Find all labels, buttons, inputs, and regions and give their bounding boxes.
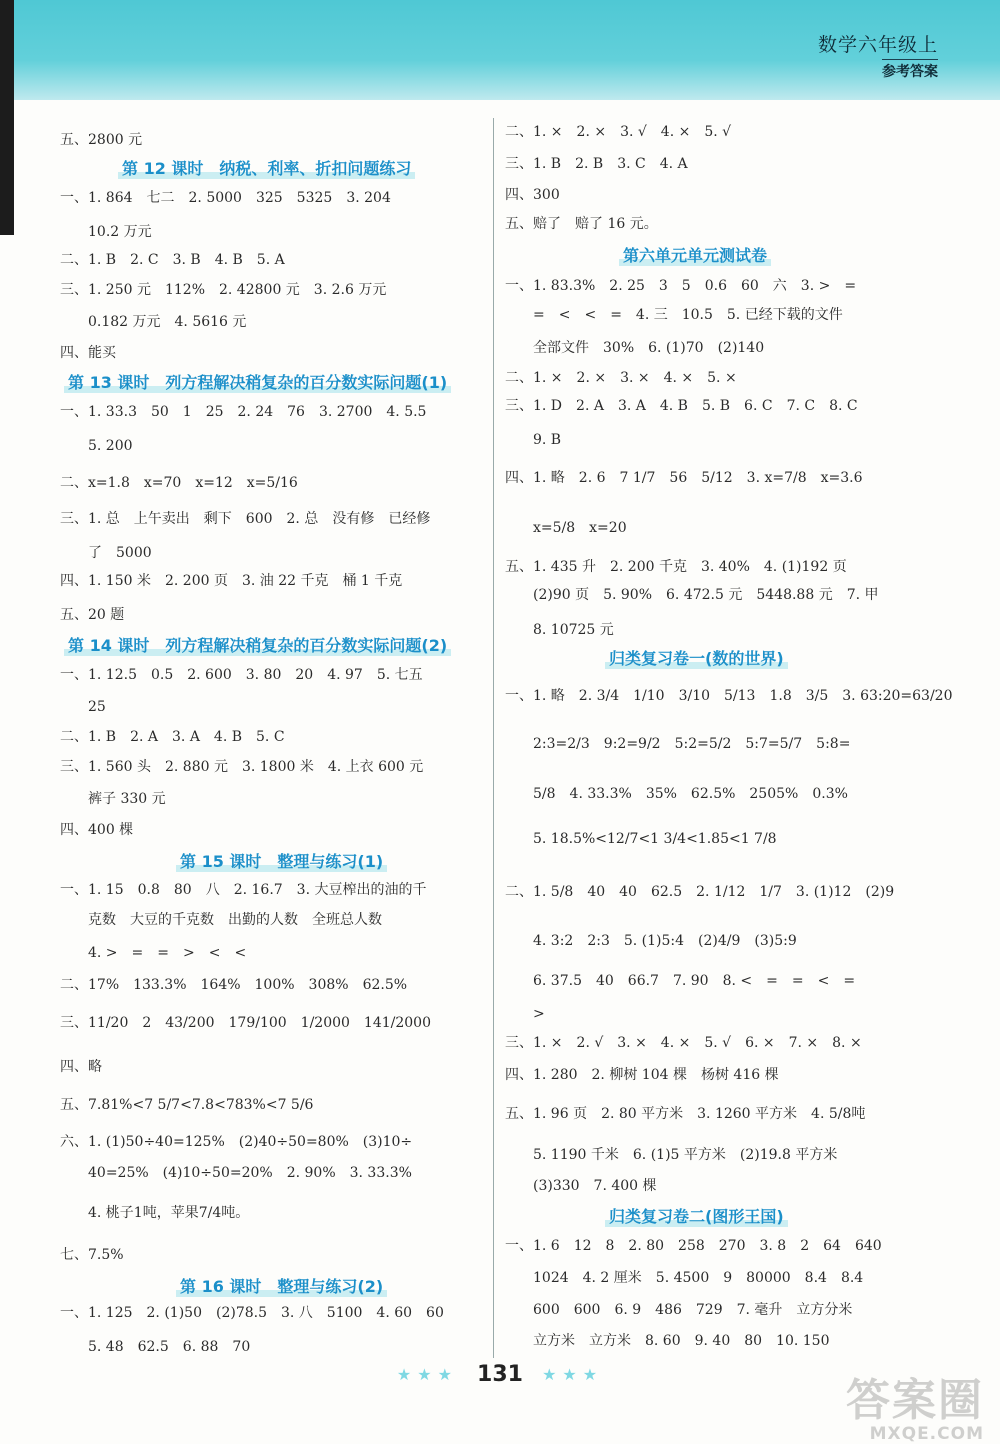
answer-line: 4. 桃子1吨，苹果7/4吨。 — [60, 1205, 250, 1221]
answer-line: 三、1. 560 头 2. 880 元 3. 1800 米 4. 上衣 600 元 — [60, 759, 424, 775]
answer-line: 8. 10725 元 — [505, 622, 614, 638]
answer-line: 五、1. 435 升 2. 200 千克 3. 40% 4. (1)192 页 — [505, 559, 847, 575]
answer-line: 一、1. 83.3% 2. 25 3 5 0.6 60 六 3. > = — [505, 278, 857, 294]
answer-line: 二、1. 5/8 40 40 62.5 2. 1/12 1/7 3. (1)12 (2)9 — [505, 884, 895, 900]
answer-line: 了 5000 — [60, 545, 152, 561]
answer-line: 一、1. 12.5 0.5 2. 600 3. 80 20 4. 97 5. 七五 — [60, 667, 423, 683]
answer-line: 五、2800 元 — [60, 132, 143, 148]
answer-line: 25 — [60, 699, 106, 715]
answer-line: 10.2 万元 — [60, 224, 152, 240]
book-spine — [0, 0, 14, 235]
answer-line: 三、1. B 2. B 3. C 4. A — [505, 156, 688, 172]
answer-line: 5. 1190 千米 6. (1)5 平方米 (2)19.8 平方米 — [505, 1147, 838, 1163]
answer-line: 4. > = = > < < — [60, 945, 247, 961]
answer-line: x=5/8 x=20 — [505, 520, 627, 536]
answer-line: 一、1. 125 2. (1)50 (2)78.5 3. 八 5100 4. 60 60 — [60, 1305, 444, 1321]
answer-line: 三、1. × 2. √ 3. × 4. × 5. √ 6. × 7. × 8. × — [505, 1035, 862, 1051]
watermark-logo: 答案圈 — [846, 1375, 984, 1426]
answer-line: 五、20 题 — [60, 607, 125, 623]
answer-line: 五、1. 96 页 2. 80 平方米 3. 1260 平方米 4. 5/8吨 — [505, 1106, 866, 1122]
answer-line: 四、1. 150 米 2. 200 页 3. 油 22 千克 桶 1 千克 — [60, 573, 403, 589]
answer-line: 三、1. 总 上午卖出 剩下 600 2. 总 没有修 已经修 — [60, 511, 431, 527]
answer-line: 七、7.5% — [60, 1247, 124, 1263]
answer-line: 二、x=1.8 x=70 x=12 x=5/16 — [60, 475, 298, 491]
answer-line: 9. B — [505, 432, 562, 448]
section-heading: 第 13 课时 列方程解决稍复杂的百分数实际问题(1) — [68, 373, 448, 392]
watermark — [846, 1375, 984, 1444]
answer-line: 一、1. 864 七二 2. 5000 325 5325 3. 204 — [60, 190, 391, 206]
answer-line: 四、1. 略 2. 6 7 1/7 56 5/12 3. x=7/8 x=3.6 — [505, 470, 863, 486]
answer-line: 0.182 万元 4. 5616 元 — [60, 314, 247, 330]
answer-line: 五、7.81%<7 5/7<7.8<783%<7 5/6 — [60, 1097, 314, 1113]
answer-line: 四、略 — [60, 1059, 102, 1075]
section-heading: 第 15 课时 整理与练习(1) — [180, 852, 384, 871]
answer-line: 四、300 — [505, 187, 560, 203]
section-heading: 第 14 课时 列方程解决稍复杂的百分数实际问题(2) — [68, 636, 448, 655]
book-title: 数学六年级上 — [817, 34, 938, 56]
book-subtitle: 参考答案 — [882, 59, 938, 81]
section-heading: 第六单元单元测试卷 — [623, 246, 768, 265]
section-heading: 归类复习卷二(图形王国) — [609, 1207, 784, 1226]
column-divider — [493, 118, 494, 1358]
answer-line: = < < = 4. 三 10.5 5. 已经下载的文件 — [505, 307, 843, 323]
answer-line: 五、赔了 赔了 16 元。 — [505, 216, 658, 232]
section-heading: 第 16 课时 整理与练习(2) — [180, 1277, 384, 1296]
section-heading: 第 12 课时 纳税、利率、折扣问题练习 — [122, 159, 412, 178]
answer-line: 40=25% (4)10÷50=20% 2. 90% 3. 33.3% — [60, 1165, 412, 1181]
answer-line: 三、1. 250 元 112% 2. 42800 元 3. 2.6 万元 — [60, 282, 387, 298]
answer-line: 三、11/20 2 43/200 179/100 1/2000 141/2000 — [60, 1015, 431, 1031]
answer-line: 一、1. 33.3 50 1 25 2. 24 76 3. 2700 4. 5.5 — [60, 404, 427, 420]
answer-line: 6. 37.5 40 66.7 7. 90 8. < = = < = — [505, 973, 856, 989]
answer-line: 六、1. (1)50÷40=125% (2)40÷50=80% (3)10÷ — [60, 1134, 413, 1150]
answer-line: 三、1. D 2. A 3. A 4. B 5. B 6. C 7. C 8. C — [505, 398, 858, 414]
answer-line: 1024 4. 2 厘米 5. 4500 9 80000 8.4 8.4 — [505, 1270, 864, 1286]
page-number: 131 — [477, 1362, 523, 1387]
answer-line: (3)330 7. 400 棵 — [505, 1178, 657, 1194]
star-decoration-left: ★★★ — [396, 1365, 458, 1384]
answer-line: 600 600 6. 9 486 729 7. 毫升 立方分米 — [505, 1302, 853, 1318]
answer-line: 二、1. × 2. × 3. √ 4. × 5. √ — [505, 124, 732, 140]
answer-line: 立方米 立方米 8. 60 9. 40 80 10. 150 — [505, 1333, 830, 1349]
answer-line: 二、1. B 2. A 3. A 4. B 5. C — [60, 729, 285, 745]
answer-line: 5. 200 — [60, 438, 133, 454]
answer-line: 四、400 棵 — [60, 822, 134, 838]
answer-line: 二、1. B 2. C 3. B 4. B 5. A — [60, 252, 285, 268]
answer-line: 四、1. 280 2. 柳树 104 棵 杨树 416 棵 — [505, 1067, 779, 1083]
answer-line: (2)90 页 5. 90% 6. 472.5 元 5448.88 元 7. 甲 — [505, 587, 879, 603]
answer-line: > — [505, 1006, 545, 1022]
answer-line: 5. 18.5%<12/7<1 3/4<1.85<1 7/8 — [505, 831, 777, 847]
answer-line: 二、1. × 2. × 3. × 4. × 5. × — [505, 370, 737, 386]
answer-line: 5. 48 62.5 6. 88 70 — [60, 1339, 251, 1355]
star-decoration-right: ★★★ — [542, 1365, 604, 1384]
answer-line: 一、1. 6 12 8 2. 80 258 270 3. 8 2 64 640 — [505, 1238, 882, 1254]
answer-line: 裤子 330 元 — [60, 791, 166, 807]
answer-line: 四、能买 — [60, 345, 116, 361]
section-heading: 归类复习卷一(数的世界) — [609, 649, 784, 668]
answer-line: 一、1. 15 0.8 80 八 2. 16.7 3. 大豆榨出的油的千 — [60, 882, 427, 898]
answer-line: 二、17% 133.3% 164% 100% 308% 62.5% — [60, 977, 408, 993]
answer-line: 一、1. 略 2. 3/4 1/10 3/10 5/13 1.8 3/5 3. 63:20=63/20 — [505, 688, 953, 704]
answer-line: 克数 大豆的千克数 出勤的人数 全班总人数 — [60, 912, 382, 928]
answer-line: 2:3=2/3 9:2=9/2 5:2=5/2 5:7=5/7 5:8= — [505, 736, 851, 752]
answer-line: 全部文件 30% 6. (1)70 (2)140 — [505, 340, 765, 356]
page-header — [818, 30, 938, 81]
answer-line: 5/8 4. 33.3% 35% 62.5% 2505% 0.3% — [505, 786, 848, 802]
watermark-url: MXQE.COM — [869, 1424, 984, 1444]
answer-line: 4. 3:2 2:3 5. (1)5:4 (2)4/9 (3)5:9 — [505, 933, 797, 949]
